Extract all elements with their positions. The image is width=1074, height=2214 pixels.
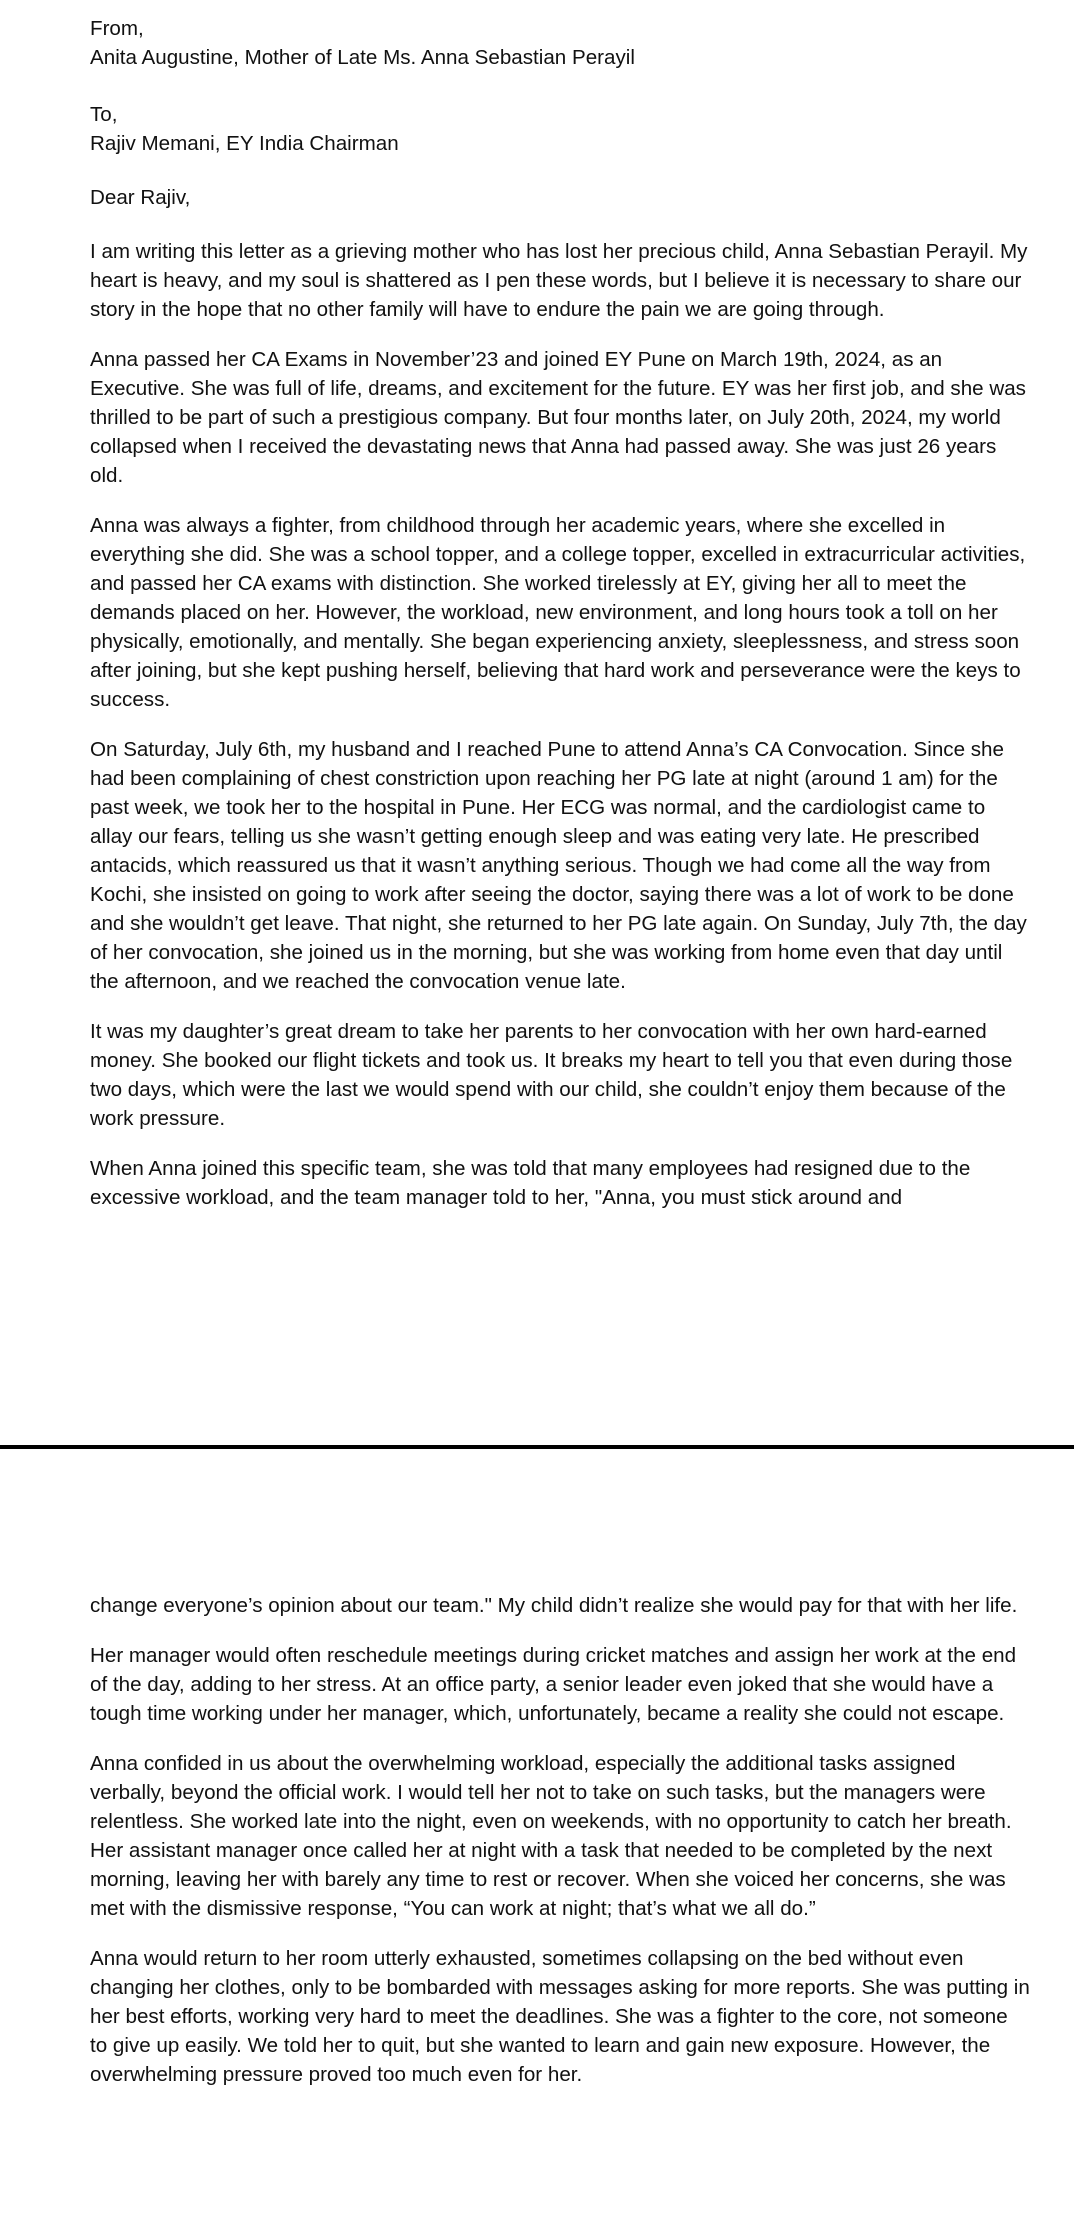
to-label: To, [90,103,118,126]
paragraph: Anna was always a fighter, from childhood through her academic years, where she excelled in everything she did. She was a school topper, and a college topper, excelled in extracurricular activities, and passed her CA exams with distinction. She worked tirelessly at EY, giving her all to meet the demands placed on her. However, the workload, new environment, and long hours took a toll on her physically, emotionally, and mentally. She began experiencing anxiety, sleeplessness, and stress soon after joining, but she kept pushing herself, believing that hard work and perseverance were the keys to success. [90,514,1026,711]
paragraph: Anna passed her CA Exams in November’23 and joined EY Pune on March 19th, 2024, as an Executive. She was full of life, dreams, and excitement for the future. EY was her first job, and she was thrilled to be part of such a prestigious company. But four months later, on July 20th, 2024, my world collapsed when I received the devastating news that Anna had passed away. She was just 26 years old. [90,348,1026,487]
letter-page-1 [90,14,1030,1233]
letter-page-2 [90,1591,1030,2110]
paragraph: When Anna joined this specific team, she was told that many employees had resigned due to the excessive workload, and the team manager told to her, "Anna, you must stick around and [90,1157,971,1209]
from-name: Anita Augustine, Mother of Late Ms. Anna Sebastian Perayil [90,46,635,69]
paragraph: On Saturday, July 6th, my husband and I reached Pune to attend Anna’s CA Convocation. Since she had been complaining of chest constriction upon reaching her PG late at night (around 1 am) for the past week, we took her to the hospital in Pune. Her ECG was normal, and the cardiologist came to allay our fears, telling us she wasn’t getting enough sleep and was eating very late. He prescribed antacids, which reassured us that it wasn’t anything serious. Though we had come all the way from Kochi, she insisted on going to work after seeing the doctor, saying there was a lot of work to be done and she wouldn’t get leave. That night, she returned to her PG late again. On Sunday, July 7th, the day of her convocation, she joined us in the morning, but she was working from home even that day until the afternoon, and we reached the convocation venue late. [90,738,1027,993]
salutation: Dear Rajiv, [90,186,191,209]
paragraph: Anna confided in us about the overwhelming workload, especially the additional tasks assigned verbally, beyond the official work. I would tell her not to take on such tasks, but the managers were relentless. She worked late into the night, even on weekends, with no opportunity to catch her breath. Her assistant manager once called her at night with a task that needed to be completed by the next morning, leaving her with barely any time to rest or recover. When she voiced her concerns, she was met with the dismissive response, “You can work at night; that’s what we all do.” [90,1752,1012,1920]
to-name: Rajiv Memani, EY India Chairman [90,132,399,155]
paragraph: change everyone’s opinion about our team." My child didn’t realize she would pay for that with her life. [90,1594,1018,1617]
page-divider [0,1445,1074,1449]
paragraph: It was my daughter’s great dream to take her parents to her convocation with her own hard-earned money. She booked our flight tickets and took us. It breaks my heart to tell you that even during those two days, which were the last we would spend with our child, she couldn’t enjoy them because of the work pressure. [90,1020,1013,1130]
paragraph: I am writing this letter as a grieving mother who has lost her precious child, Anna Sebastian Perayil. My heart is heavy, and my soul is shattered as I pen these words, but I believe it is necessary to share our story in the hope that no other family will have to endure the pain we are going through. [90,240,1028,321]
paragraph: Her manager would often reschedule meetings during cricket matches and assign her work at the end of the day, adding to her stress. At an office party, a senior leader even joked that she would have a tough time working under her manager, which, unfortunately, became a reality she could not escape. [90,1644,1017,1725]
paragraph: Anna would return to her room utterly exhausted, sometimes collapsing on the bed without even changing her clothes, only to be bombarded with messages asking for more reports. She was putting in her best efforts, working very hard to meet the deadlines. She was a fighter to the core, not someone to give up easily. We told her to quit, but she wanted to learn and gain new exposure. However, the overwhelming pressure proved too much even for her. [90,1947,1030,2086]
from-label: From, [90,17,144,40]
